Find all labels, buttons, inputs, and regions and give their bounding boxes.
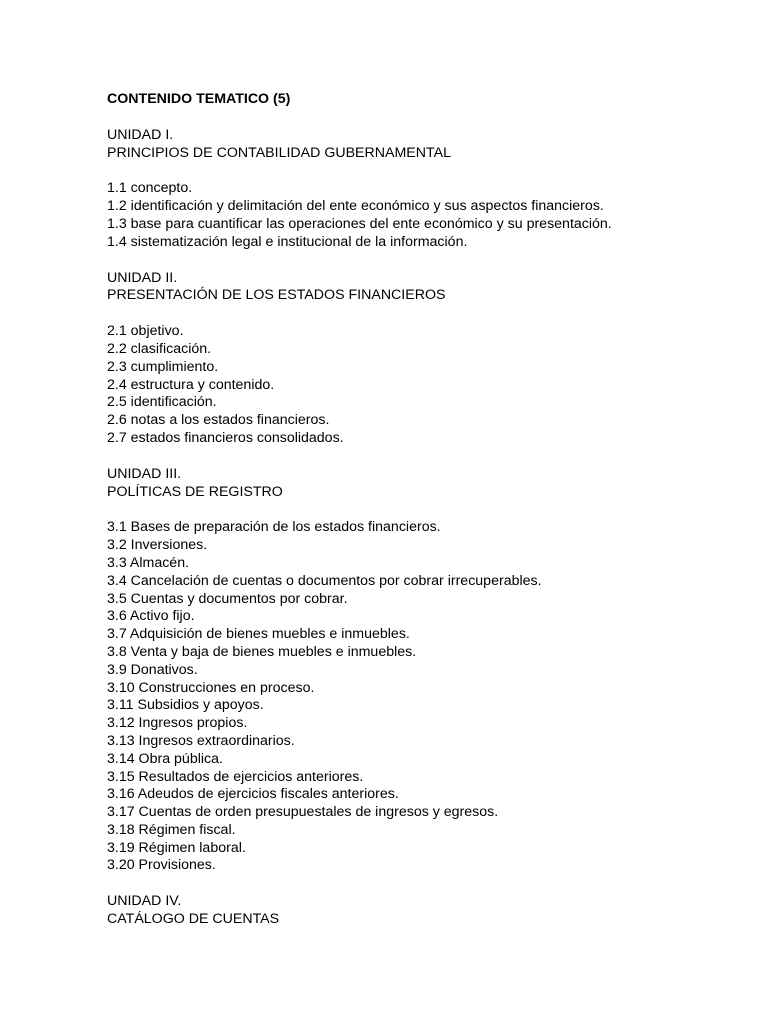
list-item: 3.16 Adeudos de ejercicios fiscales anteriores. xyxy=(107,786,399,803)
list-item: 2.6 notas a los estados financieros. xyxy=(107,412,330,429)
unit-title: POLÍTICAS DE REGISTRO xyxy=(107,483,283,500)
unit-title: PRESENTACIÓN DE LOS ESTADOS FINANCIEROS xyxy=(107,287,446,304)
unit-title: PRINCIPIOS DE CONTABILIDAD GUBERNAMENTAL xyxy=(107,144,451,161)
unit-section xyxy=(107,127,747,252)
list-item: 3.10 Construcciones en proceso. xyxy=(107,679,315,696)
spacer xyxy=(107,501,747,519)
spacer xyxy=(107,305,747,323)
spacer xyxy=(107,109,747,127)
list-item: 2.2 clasificación. xyxy=(107,340,212,357)
list-item: 3.7 Adquisición de bienes muebles e inmuebles. xyxy=(107,626,410,643)
list-item: 3.19 Régimen laboral. xyxy=(107,839,246,856)
list-item: 3.15 Resultados de ejercicios anteriores. xyxy=(107,768,364,785)
unit-section xyxy=(107,893,747,929)
list-item: 3.14 Obra pública. xyxy=(107,750,223,767)
list-item: 3.6 Activo fijo. xyxy=(107,608,195,625)
list-item: 3.13 Ingresos extraordinarios. xyxy=(107,732,295,749)
spacer xyxy=(107,875,747,893)
list-item: 3.11 Subsidios y apoyos. xyxy=(107,697,264,714)
list-item: 1.2 identificación y delimitación del ente económico y sus aspectos financieros. xyxy=(107,198,604,215)
list-item: 1.4 sistematización legal e institucional de la información. xyxy=(107,233,468,250)
spacer xyxy=(107,448,747,466)
document-title: CONTENIDO TEMATICO (5) xyxy=(107,91,291,107)
list-item: 3.1 Bases de preparación de los estados financieros. xyxy=(107,519,441,536)
list-item: 2.3 cumplimiento. xyxy=(107,358,219,375)
unit-section xyxy=(107,270,747,448)
unit-label: UNIDAD III. xyxy=(107,465,182,482)
list-item: 1.3 base para cuantificar las operaciones del ente económico y su presentación. xyxy=(107,215,612,232)
list-item: 2.5 identificación. xyxy=(107,394,217,411)
list-item: 3.2 Inversiones. xyxy=(107,537,208,554)
list-item: 2.1 objetivo. xyxy=(107,323,184,340)
list-item: 2.4 estructura y contenido. xyxy=(107,376,275,393)
list-item: 3.20 Provisiones. xyxy=(107,857,216,874)
unit-label: UNIDAD I. xyxy=(107,126,174,143)
list-item: 3.3 Almacén. xyxy=(107,554,190,571)
unit-section xyxy=(107,466,747,876)
spacer xyxy=(107,162,747,180)
list-item: 3.18 Régimen fiscal. xyxy=(107,821,236,838)
unit-label: UNIDAD IV. xyxy=(107,893,182,910)
list-item: 2.7 estados financieros consolidados. xyxy=(107,429,344,446)
unit-title: CATÁLOGO DE CUENTAS xyxy=(107,911,280,928)
list-item: 1.1 concepto. xyxy=(107,180,193,197)
list-item: 3.8 Venta y baja de bienes muebles e inmuebles. xyxy=(107,643,417,660)
list-item: 3.9 Donativos. xyxy=(107,661,198,678)
list-item: 3.5 Cuentas y documentos por cobrar. xyxy=(107,590,348,607)
list-item: 3.4 Cancelación de cuentas o documentos por cobrar irrecuperables. xyxy=(107,572,542,589)
unit-label: UNIDAD II. xyxy=(107,269,178,286)
document-page xyxy=(107,91,747,929)
spacer xyxy=(107,252,747,270)
list-item: 3.12 Ingresos propios. xyxy=(107,715,248,732)
list-item: 3.17 Cuentas de orden presupuestales de ingresos y egresos. xyxy=(107,804,499,821)
